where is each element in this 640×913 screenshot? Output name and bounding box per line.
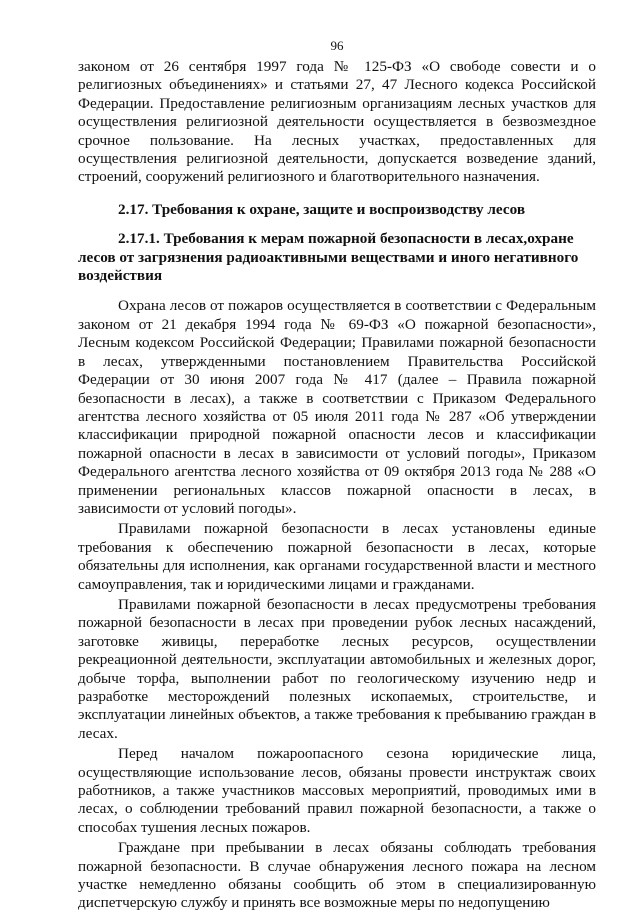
paragraph: Правилами пожарной безопасности в лесах установлены единые требования к обеспечению пожарной безопасности в лесах, которые обязательны для исполнения, как органами государственной власти и местного самоуправления, так и юридическими лицами и гражданами. xyxy=(78,520,596,593)
paragraph: Граждане при пребывании в лесах обязаны соблюдать требования пожарной безопасности. В случае обнаружения лесного пожара на лесном участке немедленно обязаны сообщить об этом в специализированную диспетчерскую службу и принять все возможные меры по недопущению xyxy=(78,839,596,912)
paragraph: Охрана лесов от пожаров осуществляется в соответствии с Федеральным законом от 21 декабря 1994 года № 69-ФЗ «О пожарной безопасности», Лесным кодексом Российской Федерации; Правилами пожарной безопасности в лесах, утвержденными постановлением Правительства Российской Федерации от 30 июня 2007 года № 417 (далее – Правила пожарной безопасности в лесах), а также в соответствии с Приказом Федерального агентства лесного хозяйства от 05 июля 2011 года № 287 «Об утверждении классификации природной пожарной опасности лесов и классификации пожарной опасности в лесах в зависимости от условий погоды», Приказом Федерального агентства лесного хозяйства от 09 октября 2013 года № 288 «О применении региональных классов пожарной опасности в лесах, в зависимости от условий погоды». xyxy=(78,297,596,517)
paragraph-continuation: законом от 26 сентября 1997 года № 125-ФЗ «О свободе совести и о религиозных объединениях» и статьями 27, 47 Лесного кодекса Российской Федерации. Предоставление религиозным организациям лесных участков для осуществления религиозной деятельности осуществляется в безвозмездное срочное пользование. На лесных участках, предоставленных для осуществления религиозной деятельности, допускается возведение зданий, строений, сооружений религиозного и благотворительного назначения. xyxy=(78,58,596,186)
section-heading: 2.17. Требования к охране, защите и воспроизводству лесов xyxy=(118,200,526,218)
paragraph: Перед началом пожароопасного сезона юридические лица, осуществляющие использование лесов, обязаны провести инструктаж своих работников, а также участников массовых мероприятий, проводимых ими в лесах, о соблюдении требований правил пожарной безопасности, а также о способах тушения лесных пожаров. xyxy=(78,745,596,836)
page-number: 96 xyxy=(330,38,344,53)
document-page xyxy=(78,38,596,913)
paragraph: Правилами пожарной безопасности в лесах предусмотрены требования пожарной безопасности в лесах при проведении рубок лесных насаждений, заготовке живицы, переработке лесных ресурсов, осуществлении рекреационной деятельности, эксплуатации автомобильных и железных дорог, добыче торфа, выполнении работ по геологическому изучению недр и разработке месторождений полезных ископаемых, строительстве, и эксплуатации линейных объектов, а также требования к пребыванию граждан в лесах. xyxy=(78,595,596,742)
subsection-heading: 2.17.1. Требования к мерам пожарной безопасности в лесах,охране лесов от загрязнения радиоактивными веществами и иного негативного воздействия xyxy=(78,230,579,285)
